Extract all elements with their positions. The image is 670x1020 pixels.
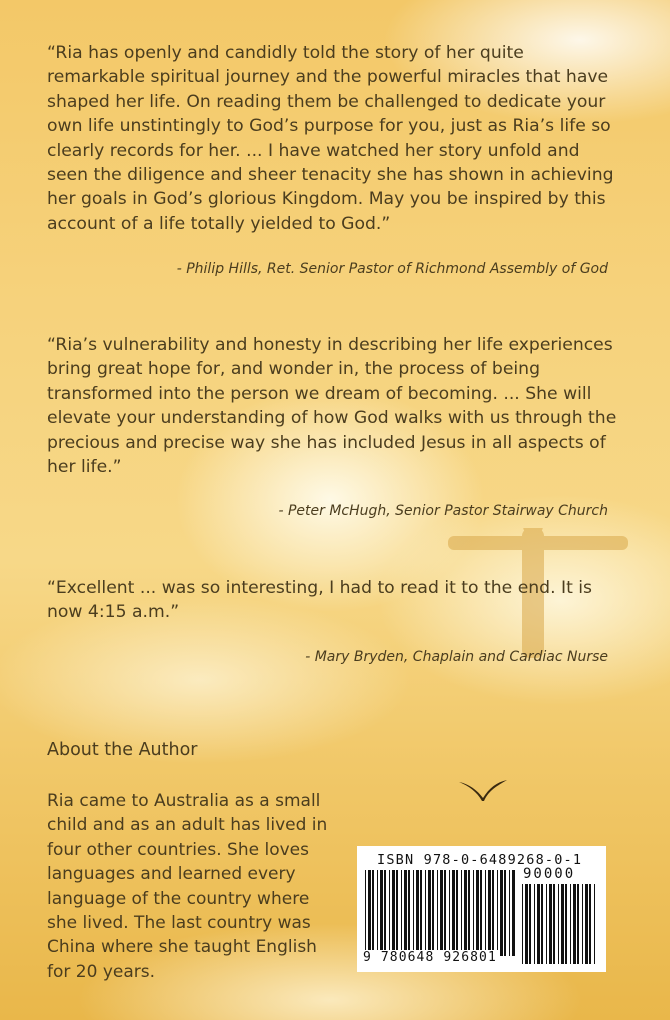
barcode-bar [425, 870, 426, 956]
barcode-bar [570, 884, 571, 964]
barcode-bar [534, 884, 535, 964]
addon-barcode-bars [522, 884, 598, 964]
barcode-bar [577, 884, 579, 964]
barcode-bar [392, 870, 395, 956]
barcode-bar [541, 884, 543, 964]
barcode-bar [512, 870, 515, 956]
barcode-bar [473, 870, 474, 956]
about-author-text: Ria came to Australia as a small child and as an adult has lived in four other countries. She loves languages and learned every language of the country where she lived. The last country was China where she taught English for 20 years. [47, 791, 328, 982]
isbn-barcode [357, 846, 606, 972]
barcode-bar [372, 870, 374, 956]
endorsement-attribution-2: - Peter McHugh, Senior Pastor Stairway Church [278, 503, 608, 519]
ean-barcode-bars [365, 870, 517, 956]
barcode-bar [408, 870, 410, 956]
barcode-bar [509, 870, 510, 956]
barcode-bar [525, 884, 528, 964]
barcode-bar [396, 870, 398, 956]
bird-icon [457, 776, 509, 802]
barcode-bar [485, 870, 486, 956]
barcode-bar [437, 870, 438, 956]
barcode-bar [589, 884, 591, 964]
addon-digits: 90000 [523, 866, 576, 882]
barcode-bar [480, 870, 482, 956]
barcode-bar [416, 870, 419, 956]
barcode-bar [428, 870, 431, 956]
barcode-bar [488, 870, 491, 956]
barcode-bar [452, 870, 455, 956]
ean-digits: 9 780648 926801 [363, 950, 497, 965]
barcode-bar [573, 884, 576, 964]
barcode-bar [404, 870, 407, 956]
barcode-bar [377, 870, 378, 956]
barcode-bar [565, 884, 567, 964]
barcode-bar [504, 870, 506, 956]
barcode-bar [365, 870, 366, 956]
endorsement-attribution-1: - Philip Hills, Ret. Senior Pastor of Richmond Assembly of God [176, 261, 608, 277]
barcode-bar [413, 870, 414, 956]
barcode-bar [558, 884, 559, 964]
barcode-bar [449, 870, 450, 956]
barcode-bar [420, 870, 422, 956]
barcode-bar [492, 870, 494, 956]
barcode-bar [546, 884, 547, 964]
endorsement-quote-2: “Ria’s vulnerability and honesty in describing her life experiences bring great hope for, and wonder in, the process of being transformed into the person we dream of becoming. ... She will elevate your understanding of how God walks with us through the precious and precise way she has included Jesus in all aspects of her life.” [47, 335, 617, 478]
endorsement-quote-1: “Ria has openly and candidly told the story of her quite remarkable spiritual journey and the powerful miracles that have shaped her life. On reading them be challenged to dedicate your own life unstintingly to God’s purpose for you, just as Ria’s life so clearly records for her. ... I have watched her story unfold and seen the diligence and sheer tenacity she has shown in achieving her goals in God’s glorious Kingdom. May you be inspired by this account of a life totally yielded to God.” [47, 43, 614, 234]
barcode-bar [529, 884, 531, 964]
barcode-bar [522, 884, 523, 964]
barcode-bar [461, 870, 462, 956]
barcode-bar [476, 870, 479, 956]
barcode-bar [401, 870, 402, 956]
barcode-bar [456, 870, 458, 956]
barcode-bar [537, 884, 540, 964]
barcode-bar [553, 884, 555, 964]
barcode-bar [380, 870, 383, 956]
barcode-bar [500, 870, 503, 956]
barcode-bar [440, 870, 443, 956]
barcode-bar [561, 884, 564, 964]
barcode-bar [384, 870, 386, 956]
isbn-label: ISBN 978-0-6489268-0-1 [377, 852, 583, 868]
barcode-bar [368, 870, 371, 956]
barcode-bar [464, 870, 467, 956]
barcode-bar [444, 870, 446, 956]
endorsement-quote-3: “Excellent ... was so interesting, I had to read it to the end. It is now 4:15 a.m.” [47, 578, 593, 623]
about-author-heading: About the Author [47, 740, 198, 760]
barcode-bar [549, 884, 552, 964]
barcode-bar [497, 870, 498, 956]
barcode-bar [582, 884, 583, 964]
barcode-bar [585, 884, 588, 964]
endorsement-attribution-3: - Mary Bryden, Chaplain and Cardiac Nurse [305, 649, 608, 665]
barcode-bar [432, 870, 434, 956]
barcode-bar [389, 870, 390, 956]
barcode-bar [594, 884, 595, 964]
barcode-bar [468, 870, 470, 956]
